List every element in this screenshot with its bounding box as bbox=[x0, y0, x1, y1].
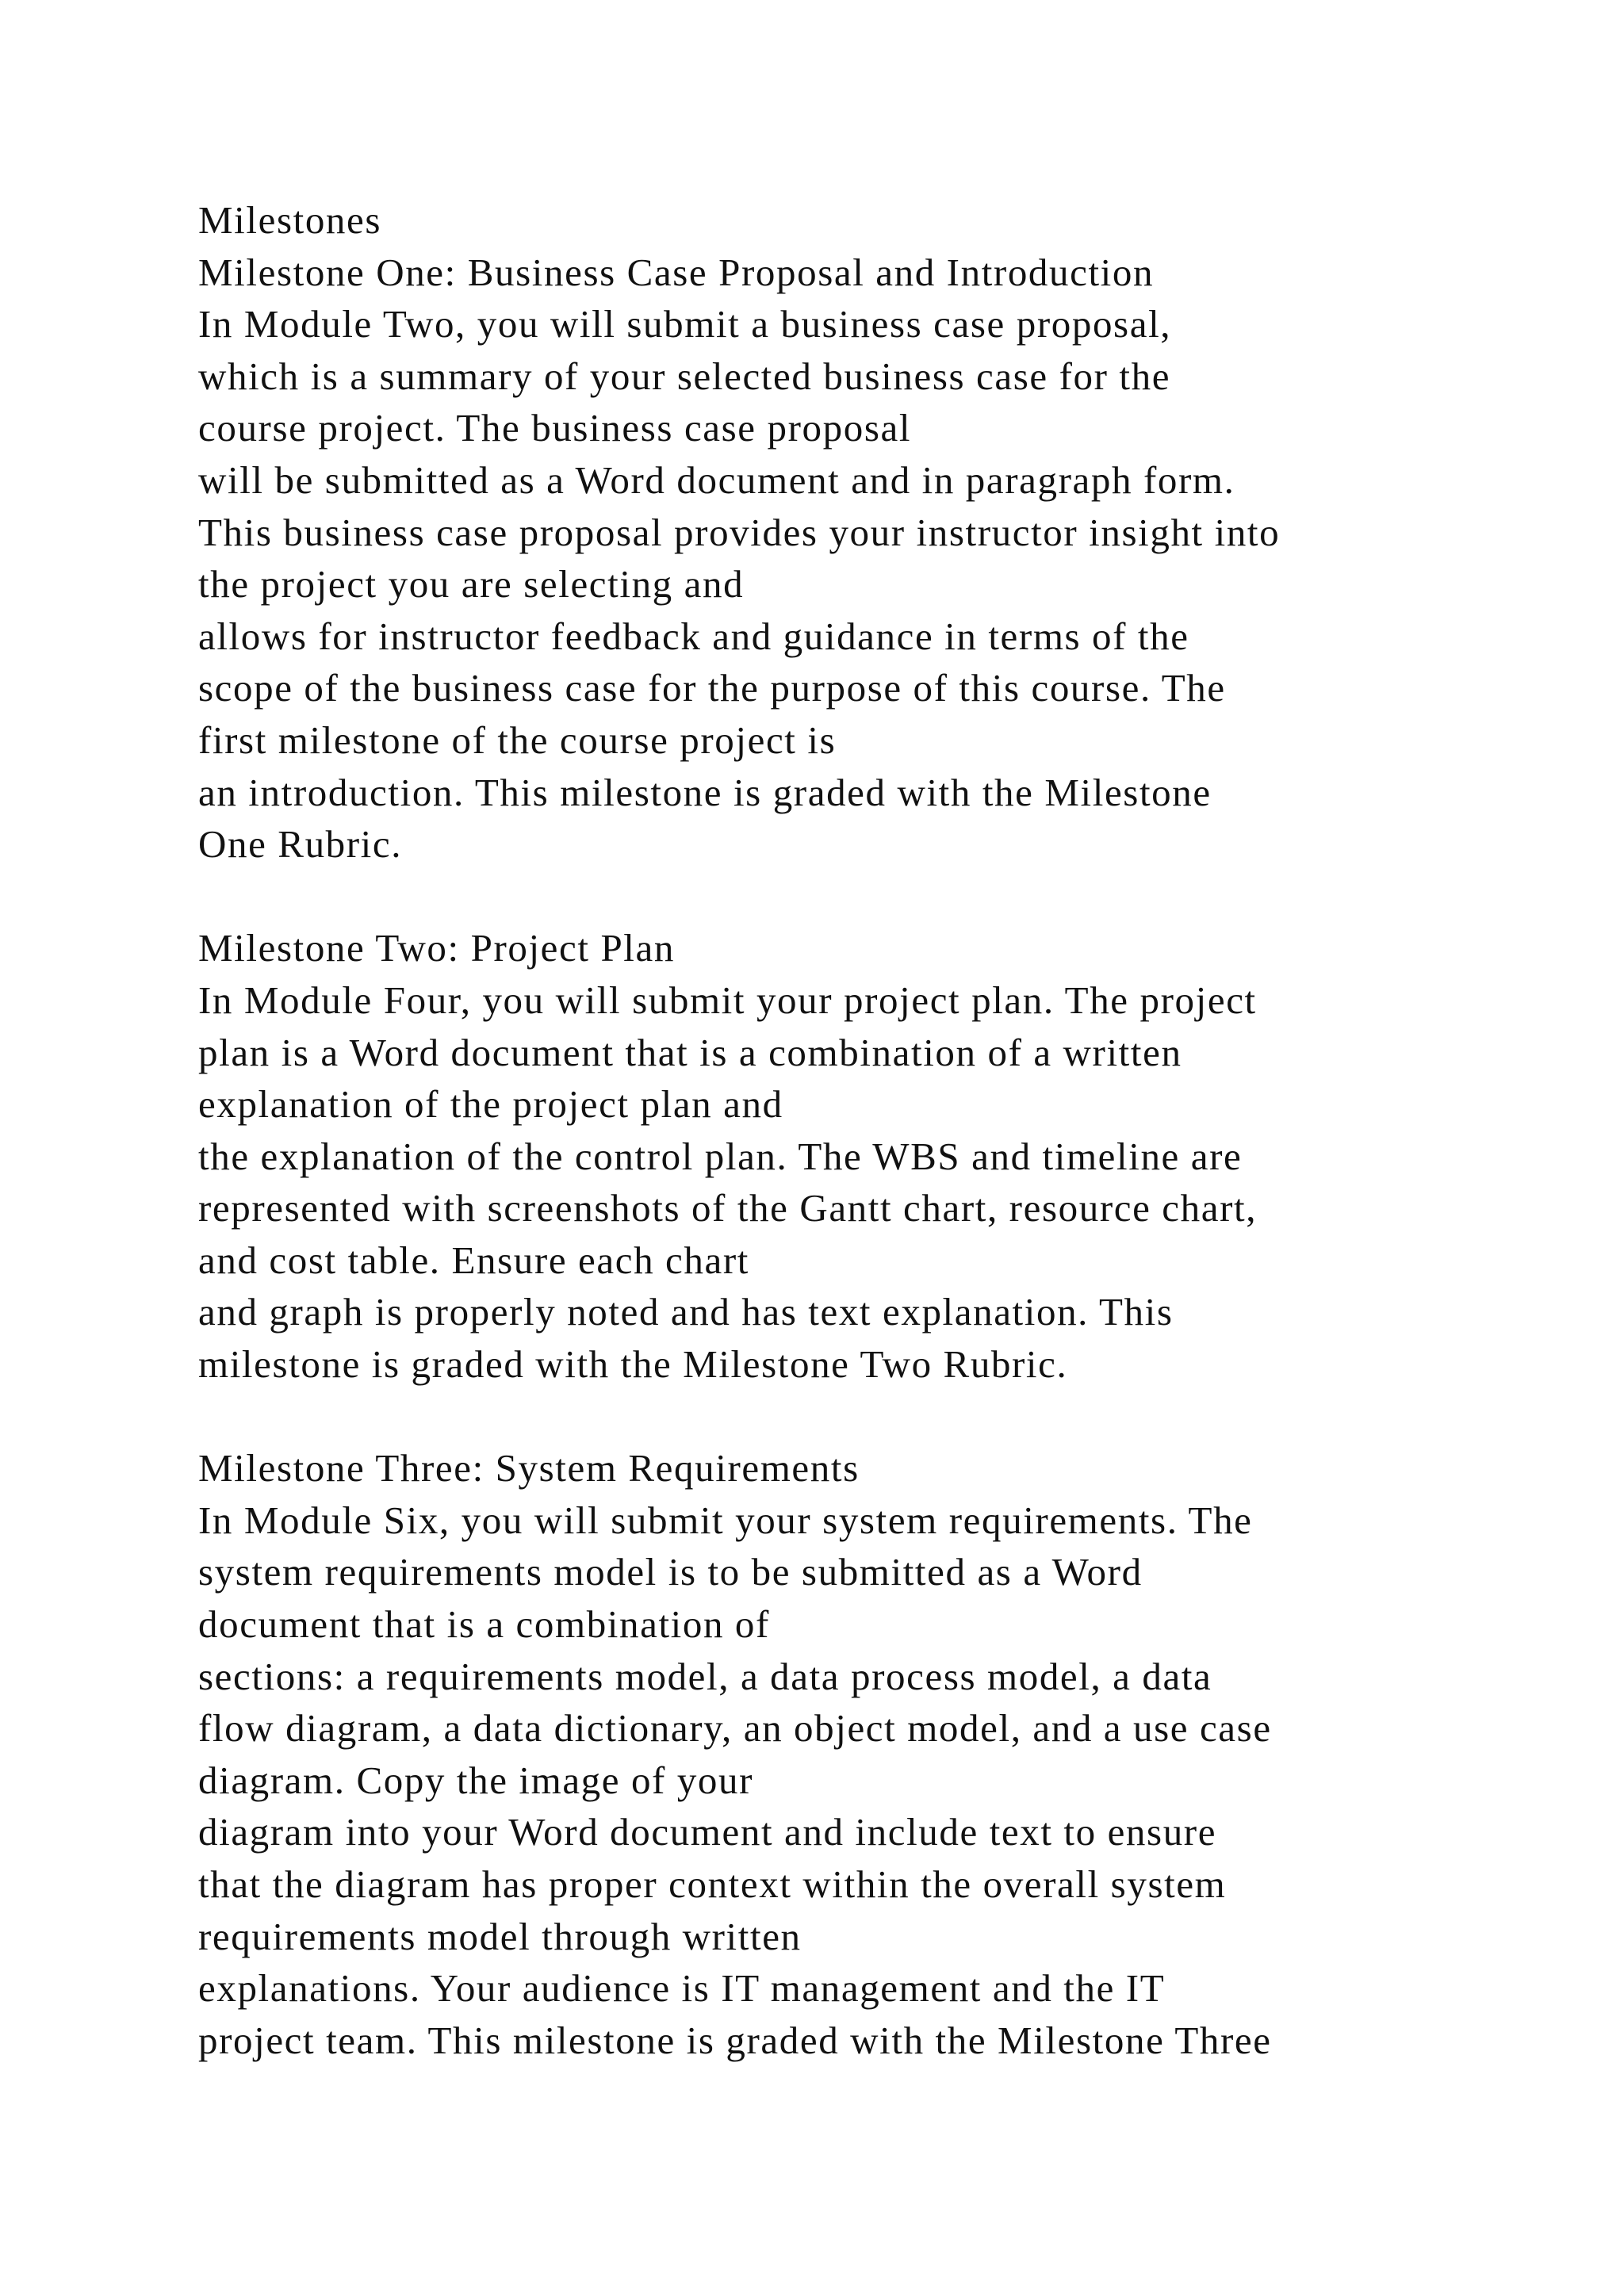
text-line: This business case proposal provides your instructor insight into bbox=[198, 510, 1281, 554]
section-heading-milestone-one: Milestone One: Business Case Proposal and Introduction bbox=[198, 250, 1155, 294]
document-body bbox=[198, 194, 1562, 2066]
text-line: and cost table. Ensure each chart bbox=[198, 1238, 749, 1282]
text-line: scope of the business case for the purpose of this course. The bbox=[198, 666, 1226, 710]
text-line: requirements model through written bbox=[198, 1914, 802, 1958]
text-line: course project. The business case proposal bbox=[198, 406, 912, 450]
text-line: which is a summary of your selected business case for the bbox=[198, 354, 1171, 398]
text-line: sections: a requirements model, a data process model, a data bbox=[198, 1654, 1212, 1698]
text-line: that the diagram has proper context within the overall system bbox=[198, 1862, 1227, 1906]
text-line: document that is a combination of bbox=[198, 1602, 770, 1647]
text-line: diagram. Copy the image of your bbox=[198, 1758, 754, 1802]
text-line: the explanation of the control plan. The WBS and timeline are bbox=[198, 1134, 1243, 1178]
section-heading-milestone-three: Milestone Three: System Requirements bbox=[198, 1446, 860, 1490]
text-line: first milestone of the course project is bbox=[198, 718, 837, 762]
paragraph-gap bbox=[198, 1391, 1562, 1443]
text-line: allows for instructor feedback and guidance in terms of the bbox=[198, 614, 1189, 658]
text-line: flow diagram, a data dictionary, an object model, and a use case bbox=[198, 1706, 1272, 1751]
text-line: In Module Six, you will submit your system requirements. The bbox=[198, 1498, 1253, 1542]
text-line: an introduction. This milestone is graded with the Milestone bbox=[198, 770, 1212, 814]
text-line: project team. This milestone is graded with the Milestone Three bbox=[198, 2018, 1272, 2062]
text-line: diagram into your Word document and include text to ensure bbox=[198, 1810, 1217, 1854]
text-line: the project you are selecting and bbox=[198, 562, 745, 607]
text-line: represented with screenshots of the Gantt chart, resource chart, bbox=[198, 1186, 1258, 1230]
section-heading-milestone-two: Milestone Two: Project Plan bbox=[198, 926, 675, 970]
text-line: will be submitted as a Word document and in paragraph form. bbox=[198, 457, 1235, 502]
text-line: explanation of the project plan and bbox=[198, 1082, 783, 1127]
text-line: In Module Four, you will submit your project plan. The project bbox=[198, 978, 1257, 1022]
text-line: milestone is graded with the Milestone Two Rubric. bbox=[198, 1342, 1068, 1387]
text-line: system requirements model is to be submitted as a Word bbox=[198, 1550, 1143, 1594]
text-line: and graph is properly noted and has text explanation. This bbox=[198, 1290, 1174, 1334]
text-line: One Rubric. bbox=[198, 822, 403, 867]
text-line: In Module Two, you will submit a business case proposal, bbox=[198, 302, 1172, 346]
text-line: explanations. Your audience is IT management and the IT bbox=[198, 1966, 1166, 2011]
paragraph-gap bbox=[198, 871, 1562, 923]
text-line: plan is a Word document that is a combination of a written bbox=[198, 1030, 1182, 1074]
document-title: Milestones bbox=[198, 198, 382, 242]
